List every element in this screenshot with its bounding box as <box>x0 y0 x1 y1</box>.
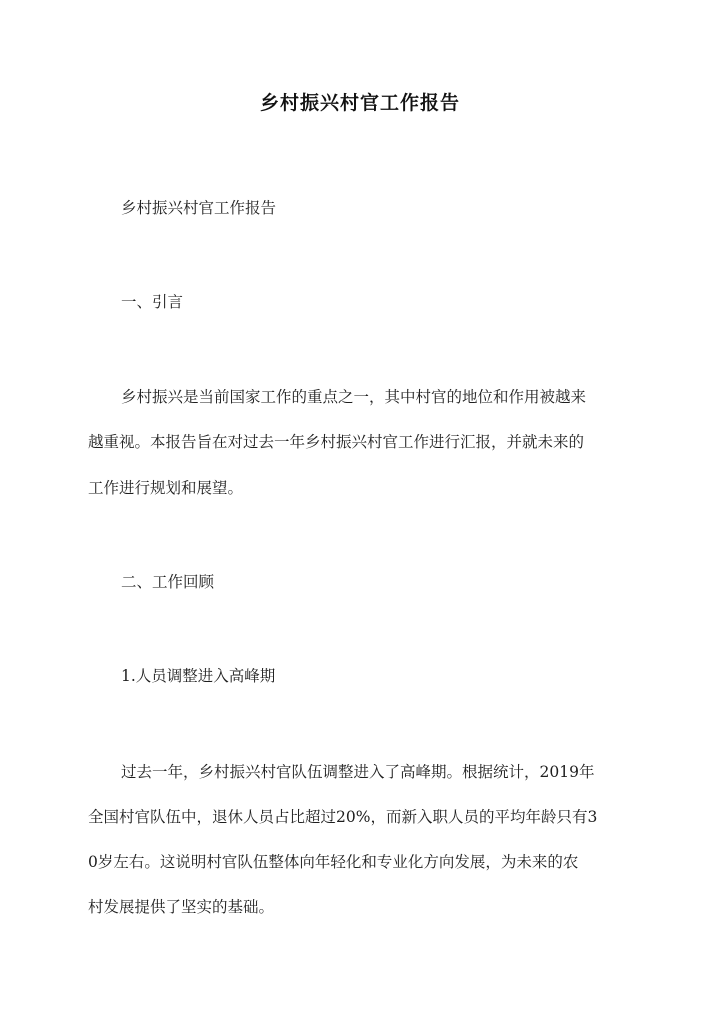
document-subtitle: 乡村振兴村官工作报告 <box>121 199 277 217</box>
section-heading-work-review: 二、工作回顾 <box>121 573 215 591</box>
review-paragraph-line: 过去一年，乡村振兴村官队伍调整进入了高峰期。根据统计，2019年 <box>121 763 595 781</box>
intro-paragraph-line: 越重视。本报告旨在对过去一年乡村振兴村官工作进行汇报，并就未来的 <box>88 433 585 451</box>
intro-paragraph-line: 乡村振兴是当前国家工作的重点之一，其中村官的地位和作用被越来 <box>121 388 587 406</box>
review-paragraph-line: 全国村官队伍中，退休人员占比超过20%，而新入职人员的平均年龄只有3 <box>88 808 598 826</box>
document-title: 乡村振兴村官工作报告 <box>259 92 460 114</box>
review-paragraph-line: 0岁左右。这说明村官队伍整体向年轻化和专业化方向发展，为未来的农 <box>88 853 579 871</box>
section-heading-introduction: 一、引言 <box>121 293 184 311</box>
subsection-heading-personnel: 1.人员调整进入高峰期 <box>121 667 276 685</box>
review-paragraph-line: 村发展提供了坚实的基础。 <box>88 898 275 916</box>
intro-paragraph-line: 工作进行规划和展望。 <box>88 479 244 497</box>
